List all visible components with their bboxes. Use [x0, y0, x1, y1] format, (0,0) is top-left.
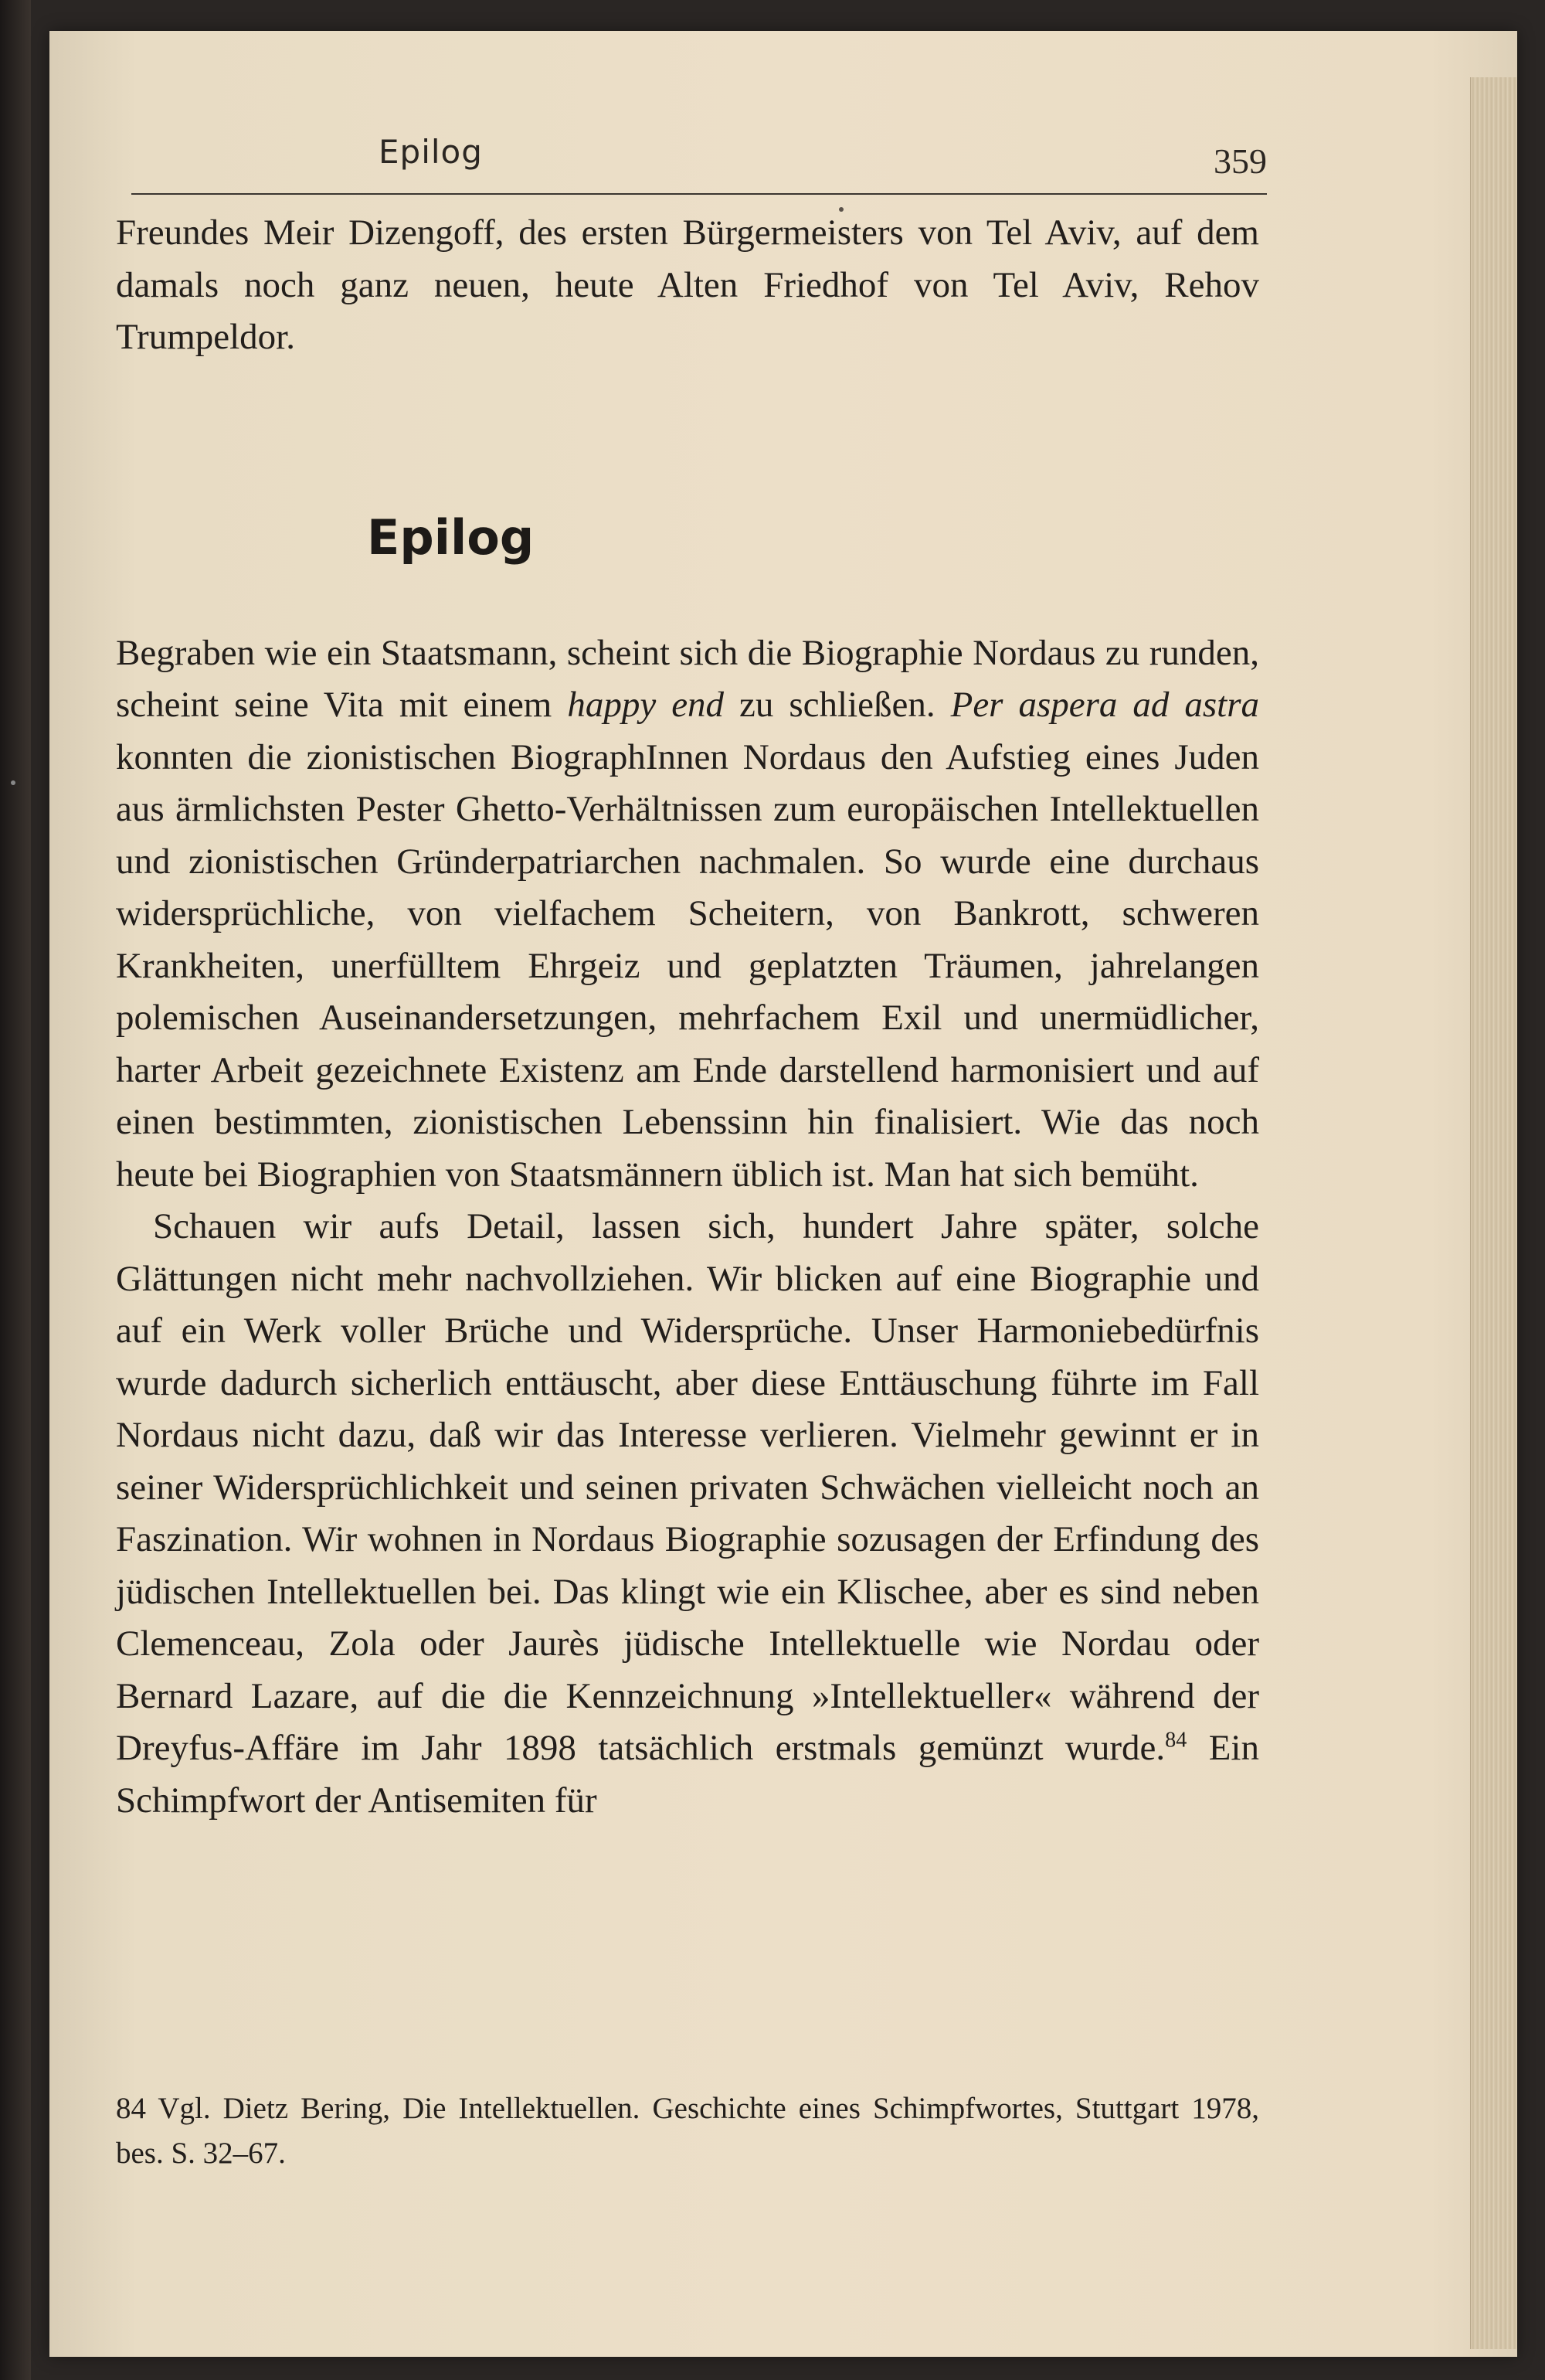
p2-tail: Ein Schimpfwort der Antisemiten für	[116, 1728, 1259, 1821]
paragraph-1	[116, 627, 1259, 1202]
paragraph-2	[116, 1201, 1259, 1827]
p1-italic-latin: Per aspera ad astra	[950, 685, 1259, 725]
book-gutter	[0, 0, 31, 2380]
footnote	[116, 2086, 1259, 2176]
section-title: Epilog	[367, 508, 535, 566]
p1-text-c: konnten die zionistischen BiographInnen Nordaus den Aufstieg eines Juden aus ärmlichsten Pester Ghetto-Verhältnissen zum europäischen Intellektuellen und zionistischen Gründerpatriarchen nachmalen. So wurde eine durchaus widersprüchliche, von vielfachem Scheitern, von Bankrott, schweren Krankheiten, unerfülltem Ehrgeiz und geplatzten Träumen, jahrelangen polemischen Auseinandersetzungen, mehrfachem Exil und unermüdlicher, harter Arbeit gezeichnete Existenz am Ende darstellend harmonisiert und auf einen bestimmten, zionistischen Lebenssinn hin finalisiert. Wie das noch heute bei Biographien von Staatsmännern üblich ist. Man hat sich bemüht.	[116, 736, 1259, 1195]
continuation-paragraph: Freundes Meir Dizengoff, des ersten Bürgermeisters von Tel Aviv, auf dem damals noch ganz neuen, heute Alten Friedhof von Tel Aviv, Rehov Trumpeldor.	[116, 212, 1259, 357]
footnote-reference: 84	[1165, 1728, 1187, 1753]
p1-text-a: Begraben wie ein Staatsmann, scheint sich die Biographie Nordaus zu runden, scheint seine Vita mit einem	[116, 632, 1259, 725]
p2-text: Schauen wir aufs Detail, lassen sich, hundert Jahre später, solche Glättungen nicht mehr nachvollziehen. Wir blicken auf eine Biographie und auf ein Werk voller Brüche und Widersprüche. Unser Harmoniebedürfnis wurde dadurch sicherlich enttäuscht, aber diese Enttäuschung führte im Fall Nordaus nicht dazu, daß wir das Interesse verlieren. Vielmehr gewinnt er in seiner Widersprüchlichkeit und seinen privaten Schwächen vielleicht noch an Faszination. Wir wohnen in Nordaus Biographie sozusagen der Erfindung des jüdischen Intellektuellen bei. Das klingt wie ein Klischee, aber es sind neben Clemenceau, Zola oder Jaurès jüdische Intellektuelle wie Nordau oder Bernard Lazare, auf die die Kennzeichnung »Intellektueller« während der Dreyfus-Affäre im Jahr 1898 tatsächlich erstmals gemünzt wurde.	[116, 1206, 1259, 1768]
running-header	[131, 124, 1267, 195]
footnote-text: Vgl. Dietz Bering, Die Intellektuellen. Geschichte eines Schimpfwortes, Stuttgart 1978, bes. S. 32–67.	[116, 2092, 1260, 2170]
page-edge	[1470, 77, 1517, 2349]
running-title: Epilog	[379, 133, 483, 171]
page-body	[116, 207, 1259, 1827]
footnote-number: 84	[116, 2092, 146, 2125]
page-number: 359	[1214, 141, 1267, 181]
p1-text-b: zu schließen.	[724, 685, 951, 725]
p1-italic-happy-end: happy end	[567, 685, 725, 725]
paper-speck	[839, 207, 844, 212]
paper-speck	[11, 780, 15, 785]
